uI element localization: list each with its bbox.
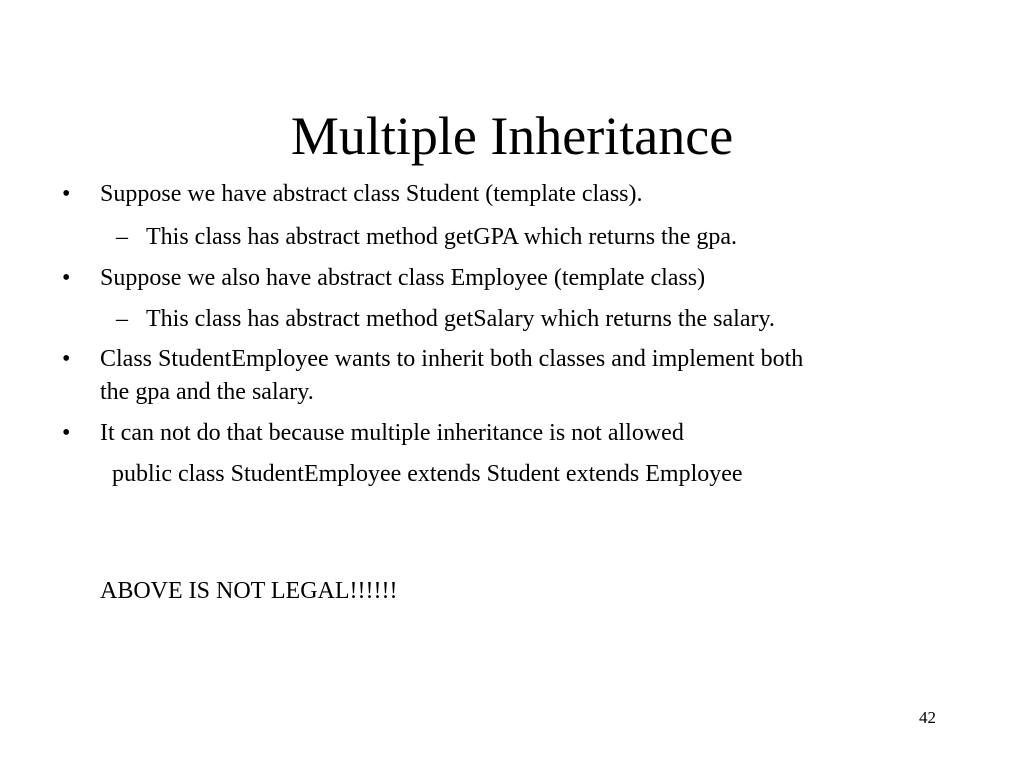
legal-warning: ABOVE IS NOT LEGAL!!!!!! [100,578,398,604]
bullet-text: Suppose we also have abstract class Employee (template class) [100,265,706,291]
bullet-marker: • [62,265,71,291]
bullet-marker: • [62,420,71,446]
sub-bullet-marker: – [116,306,128,332]
page-number: 42 [919,708,936,727]
bullet-text: Class StudentEmployee wants to inherit both classes and implement both [100,346,804,372]
bullet-text-continuation: the gpa and the salary. [100,379,314,405]
sub-bullet-text: This class has abstract method getGPA which returns the gpa. [146,224,737,250]
slide-title: Multiple Inheritance [290,106,734,166]
bullet-marker: • [62,346,71,372]
bullet-text: Suppose we have abstract class Student (template class). [100,181,643,207]
bullet-marker: • [62,181,71,207]
sub-bullet-text: This class has abstract method getSalary which returns the salary. [146,306,775,332]
bullet-text: It can not do that because multiple inheritance is not allowed [100,420,684,446]
sub-bullet-marker: – [116,224,128,250]
code-line: public class StudentEmployee extends Student extends Employee [112,461,743,487]
